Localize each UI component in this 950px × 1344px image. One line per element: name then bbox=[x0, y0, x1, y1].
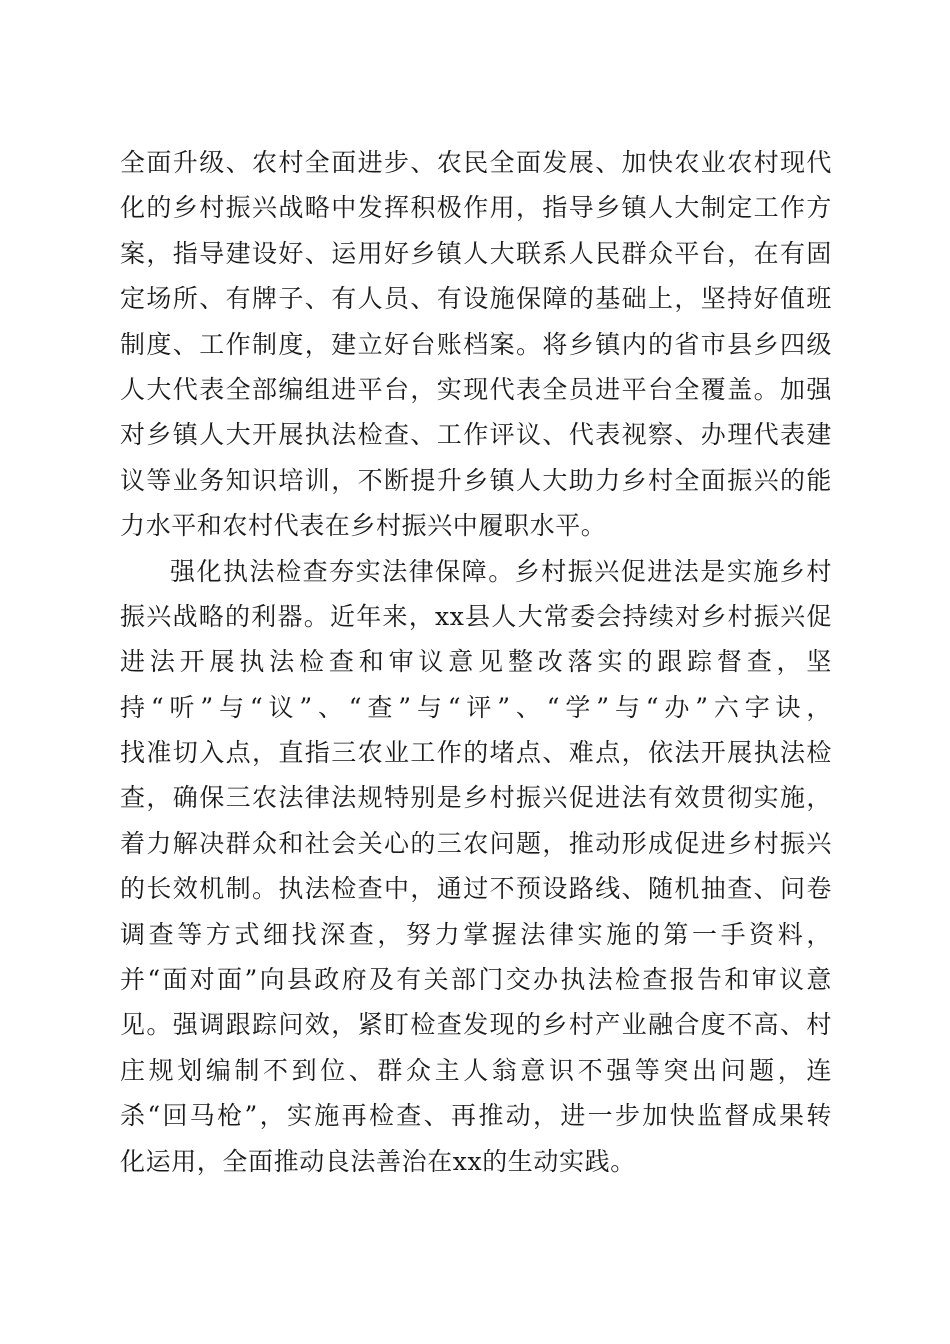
paragraph-1-line: 案，指导建设好、运用好乡镇人大联系人民群众平台，在有固 bbox=[120, 238, 832, 268]
paragraph-1-line: 对乡镇人大开展执法检查、工作评议、代表视察、办理代表建 bbox=[120, 420, 832, 450]
paragraph-2-line: 着力解决群众和社会关心的三农问题，推动形成促进乡村振兴 bbox=[120, 828, 832, 858]
paragraph-2-line: 持“听”与“议”、“查”与“评”、“学”与“办”六字诀， bbox=[120, 692, 832, 722]
document-body bbox=[120, 140, 832, 1184]
paragraph-1-line: 全面升级、农村全面进步、农民全面发展、加快农业农村现代 bbox=[120, 148, 832, 177]
paragraph-1-line: 议等业务知识培训，不断提升乡镇人大助力乡村全面振兴的能 bbox=[120, 465, 832, 495]
paragraph-2-line: 见。强调跟踪问效，紧盯检查发现的乡村产业融合度不高、村 bbox=[120, 1010, 832, 1040]
paragraph-2-line: 调查等方式细找深查，努力掌握法律实施的第一手资料， bbox=[120, 919, 832, 949]
paragraph-1-line: 定场所、有牌子、有人员、有设施保障的基础上，坚持好值班 bbox=[120, 284, 832, 314]
paragraph-1 bbox=[120, 140, 832, 549]
paragraph-2-line: 振兴战略的利器。近年来，xx县人大常委会持续对乡村振兴促 bbox=[120, 601, 832, 631]
paragraph-1-line: 化的乡村振兴战略中发挥积极作用，指导乡镇人大制定工作方 bbox=[120, 193, 832, 223]
paragraph-1-line: 力水平和农村代表在乡村振兴中履职水平。 bbox=[120, 511, 607, 541]
paragraph-2-line: 进法开展执法检查和审议意见整改落实的跟踪督查，坚 bbox=[120, 647, 832, 677]
paragraph-2-line: 并“面对面”向县政府及有关部门交办执法检查报告和审议意 bbox=[120, 965, 832, 995]
paragraph-2-line: 杀“回马枪”，实施再检查、再推动，进一步加快监督成果转 bbox=[120, 1101, 832, 1131]
paragraph-2-line: 化运用，全面推动良法善治在xx的生动实践。 bbox=[120, 1146, 636, 1176]
paragraph-2-line: 查，确保三农法律法规特别是乡村振兴促进法有效贯彻实施， bbox=[120, 783, 832, 813]
paragraph-2-line: 强化执法检查夯实法律保障。乡村振兴促进法是实施乡村 bbox=[170, 556, 832, 586]
paragraph-2-line: 找准切入点，直指三农业工作的堵点、难点，依法开展执法检 bbox=[120, 738, 832, 768]
paragraph-1-line: 制度、工作制度，建立好台账档案。将乡镇内的省市县乡四级 bbox=[120, 329, 832, 359]
paragraph-2-line: 的长效机制。执法检查中，通过不预设路线、随机抽查、问卷 bbox=[120, 874, 832, 904]
paragraph-1-line: 人大代表全部编组进平台，实现代表全员进平台全覆盖。加强 bbox=[120, 374, 832, 404]
paragraph-2-line: 庄规划编制不到位、群众主人翁意识不强等突出问题，连 bbox=[120, 1055, 832, 1085]
paragraph-2 bbox=[120, 549, 832, 1184]
